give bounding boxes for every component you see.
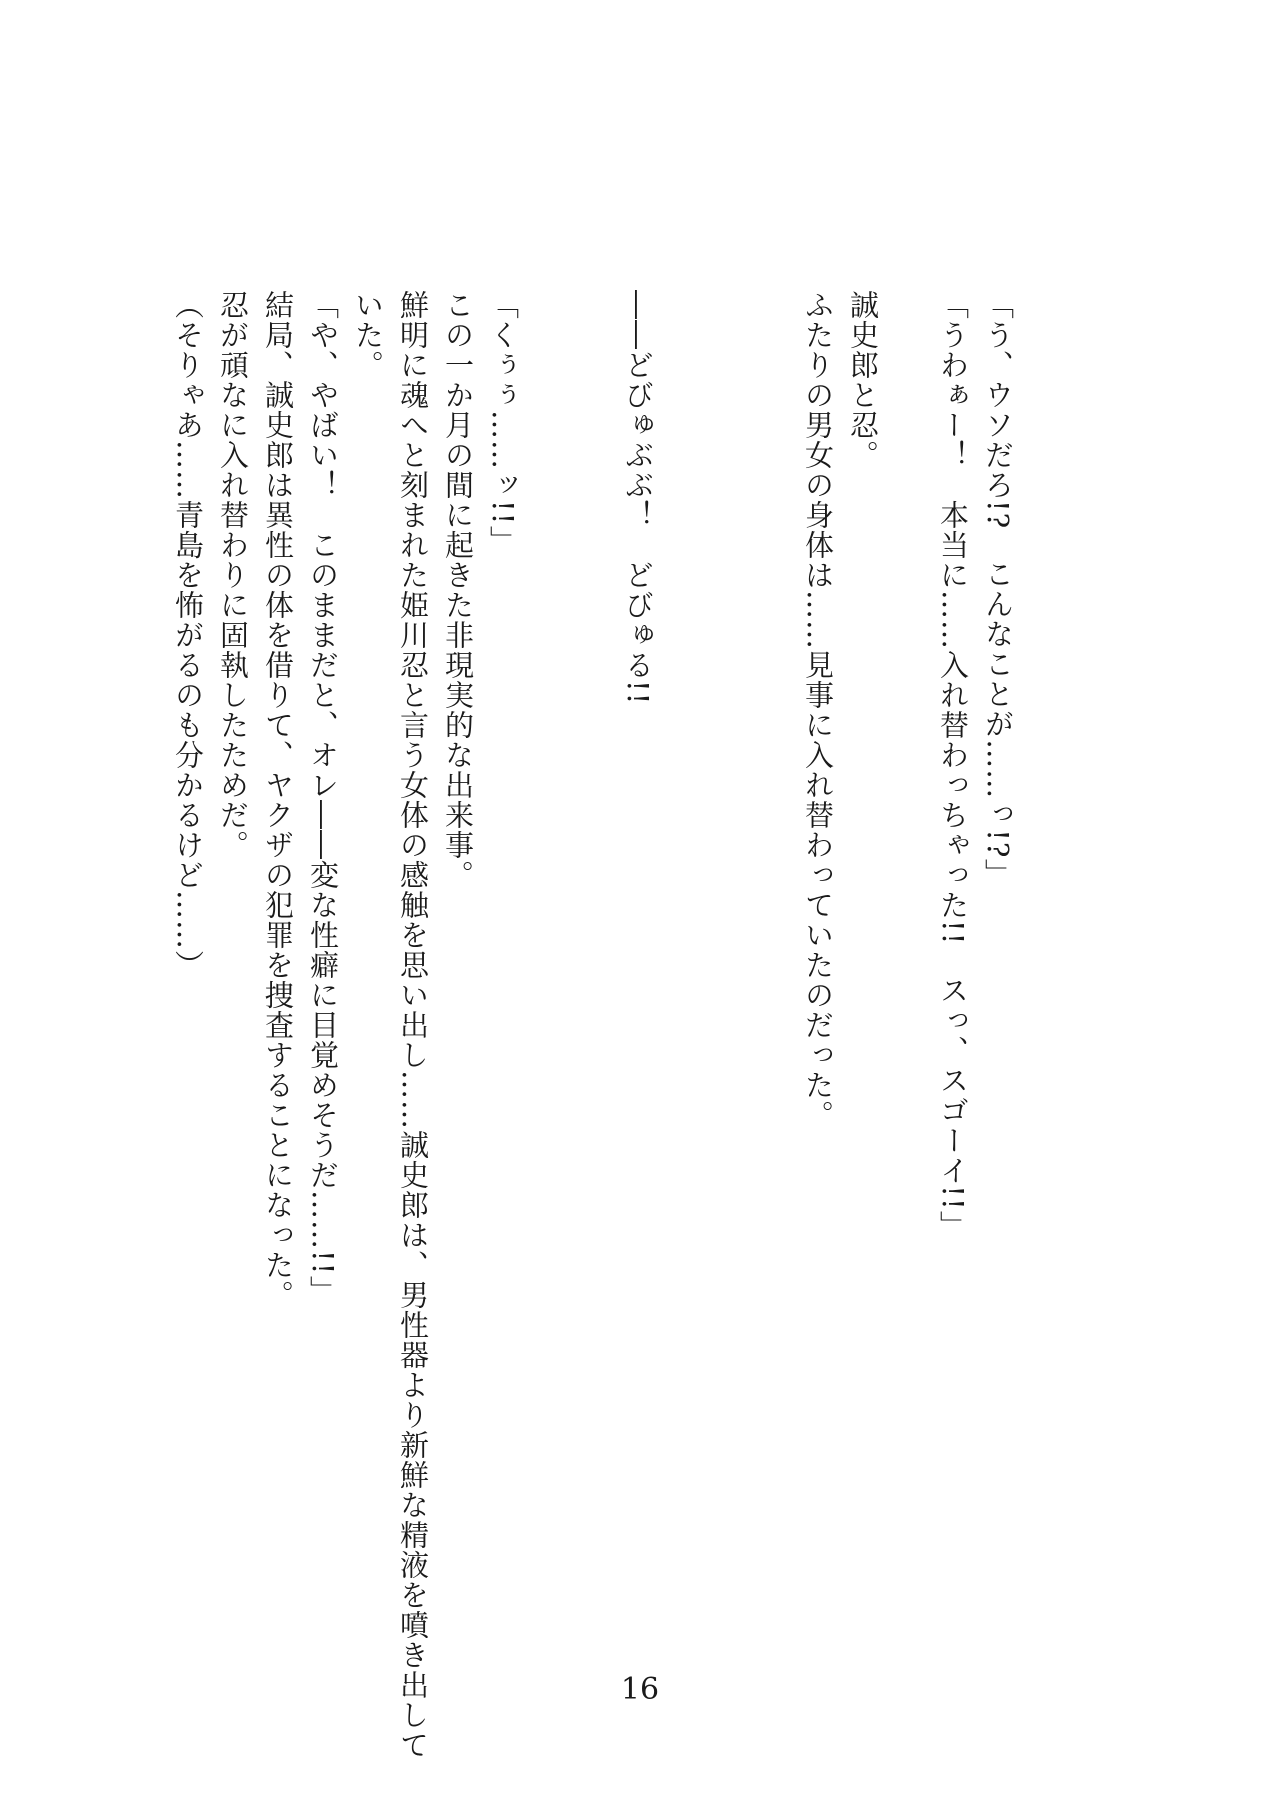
text-line-5: ふたりの男女の身体は……見事に入れ替わっていたのだった。 [801,290,835,1130]
text-line-16: 「や、やばい！ このままだと、オレ――変な性癖に目覚めそうだ……!!」 [306,290,340,1306]
text-line-19: （そりゃあ……青島を怖がるのも分かるけど……） [171,290,205,980]
text-line-2: 「うわぁー！ 本当に……入れ替わっちゃった!! スっ、スゴーイ!!」 [936,290,970,1241]
blank-line [750,290,795,1660]
text-line-15: いた。 [351,290,385,380]
blank-line [660,290,705,1660]
text-line-12: 「くぅぅ……ッ!!」 [486,290,520,556]
text-line-4: 誠史郎と忍。 [846,290,880,470]
text-line-17: 結局、誠史郎は異性の体を借りて、ヤクザの犯罪を捜査することになった。 [261,290,295,1310]
text-line-18: 忍が頑なに入れ替わりに固執したためだ。 [216,290,250,860]
blank-line [525,290,570,1660]
text-line-1: 「う、ウソだろ!? こんなことが……っ!?」 [981,290,1015,889]
blank-line [705,290,750,1660]
page-number: 16 [620,1672,660,1707]
text-line-14: 鮮明に魂へと刻まれた姫川忍と言う女体の感触を思い出し……誠史郎は、男性器より新鮮な精液を噴き出して [396,290,430,1760]
text-line-13: この一か月の間に起きた非現実的な出来事。 [441,290,475,890]
blank-line [885,290,930,1660]
blank-line [570,290,615,1660]
text-line-9: ――どびゅぶぶ！ どびゅる!! [621,290,655,706]
